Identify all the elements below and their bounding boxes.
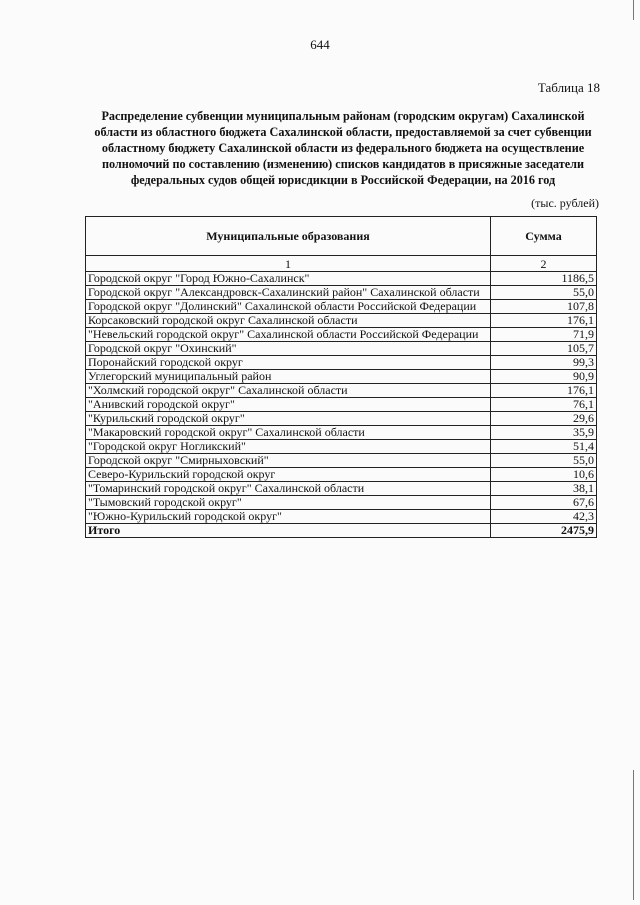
table-row bbox=[86, 384, 597, 398]
page-number: 644 bbox=[310, 37, 330, 52]
table-row bbox=[86, 496, 597, 510]
table-row bbox=[86, 370, 597, 384]
table-row bbox=[86, 272, 597, 286]
sum-value: 76,1 bbox=[491, 398, 597, 412]
municipality-name: "Южно-Курильский городской округ" bbox=[86, 510, 491, 524]
municipality-name: "Холмский городской округ" Сахалинской области bbox=[86, 384, 491, 398]
table-row bbox=[86, 412, 597, 426]
municipality-name: "Макаровский городской округ" Сахалинской области bbox=[86, 426, 491, 440]
municipality-name: Углегорский муниципальный район bbox=[86, 370, 491, 384]
table-row bbox=[86, 426, 597, 440]
table-label: Таблица 18 bbox=[537, 80, 600, 95]
header-municipality: Муниципальные образования bbox=[86, 217, 491, 256]
sum-value: 99,3 bbox=[491, 356, 597, 370]
table-row bbox=[86, 300, 597, 314]
sum-value: 29,6 bbox=[491, 412, 597, 426]
municipality-name: Городской округ "Смирныховский" bbox=[86, 454, 491, 468]
sum-value: 71,9 bbox=[491, 328, 597, 342]
table-header-row bbox=[86, 217, 597, 256]
table-row bbox=[86, 510, 597, 524]
header-sum: Сумма bbox=[491, 217, 597, 256]
sum-value: 35,9 bbox=[491, 426, 597, 440]
municipality-name: Корсаковский городской округ Сахалинской области bbox=[86, 314, 491, 328]
table-row bbox=[86, 286, 597, 300]
municipality-name: "Невельский городской округ" Сахалинской области Российской Федерации bbox=[86, 328, 491, 342]
scan-edge-line bbox=[633, 770, 634, 900]
sum-value: 67,6 bbox=[491, 496, 597, 510]
sum-value: 176,1 bbox=[491, 384, 597, 398]
municipality-name: Итого bbox=[86, 524, 491, 538]
sum-value: 105,7 bbox=[491, 342, 597, 356]
table-row bbox=[86, 482, 597, 496]
table-row bbox=[86, 314, 597, 328]
municipality-name: "Курильский городской округ" bbox=[86, 412, 491, 426]
municipality-name: "Томаринский городской округ" Сахалинской области bbox=[86, 482, 491, 496]
sum-value: 42,3 bbox=[491, 510, 597, 524]
table-row bbox=[86, 356, 597, 370]
municipality-name: "Городской округ Ногликский" bbox=[86, 440, 491, 454]
column-number-row bbox=[86, 256, 597, 272]
table-row bbox=[86, 398, 597, 412]
municipality-name: Городской округ "Город Южно-Сахалинск" bbox=[86, 272, 491, 286]
sum-value: 55,0 bbox=[491, 454, 597, 468]
municipality-name: "Анивский городской округ" bbox=[86, 398, 491, 412]
sum-value: 51,4 bbox=[491, 440, 597, 454]
sum-value: 176,1 bbox=[491, 314, 597, 328]
units-label: (тыс. рублей) bbox=[531, 196, 599, 210]
table-row bbox=[86, 454, 597, 468]
total-row bbox=[86, 524, 597, 538]
municipality-name: Городской округ "Александровск-Сахалинский район" Сахалинской области bbox=[86, 286, 491, 300]
sum-value: 107,8 bbox=[491, 300, 597, 314]
column-number-2: 2 bbox=[491, 256, 597, 272]
municipality-name: Городской округ "Долинский" Сахалинской области Российской Федерации bbox=[86, 300, 491, 314]
table-row bbox=[86, 342, 597, 356]
document-title: Распределение субвенции муниципальным районам (городским округам) Сахалинской области из областного бюджета Сахалинской области, предоставляемой за счет субвенции областному бюджету Сахалинской области из федерального бюджета на осуществление полномочий по составлению (изменению) списков кандидатов в присяжные заседатели федеральных судов общей юрисдикции в Российской Федерации, на 2016 год bbox=[94, 109, 592, 187]
municipality-name: Северо-Курильский городской округ bbox=[86, 468, 491, 482]
sum-value: 55,0 bbox=[491, 286, 597, 300]
sum-value: 10,6 bbox=[491, 468, 597, 482]
municipality-name: Городской округ "Охинский" bbox=[86, 342, 491, 356]
column-number-1: 1 bbox=[86, 256, 491, 272]
sum-value: 2475,9 bbox=[491, 524, 597, 538]
sum-value: 1186,5 bbox=[491, 272, 597, 286]
sum-value: 38,1 bbox=[491, 482, 597, 496]
sum-value: 90,9 bbox=[491, 370, 597, 384]
distribution-table bbox=[85, 216, 597, 538]
table-row bbox=[86, 468, 597, 482]
municipality-name: Поронайский городской округ bbox=[86, 356, 491, 370]
table-row bbox=[86, 328, 597, 342]
municipality-name: "Тымовский городской округ" bbox=[86, 496, 491, 510]
table-row bbox=[86, 440, 597, 454]
scan-edge-line bbox=[633, 0, 634, 20]
